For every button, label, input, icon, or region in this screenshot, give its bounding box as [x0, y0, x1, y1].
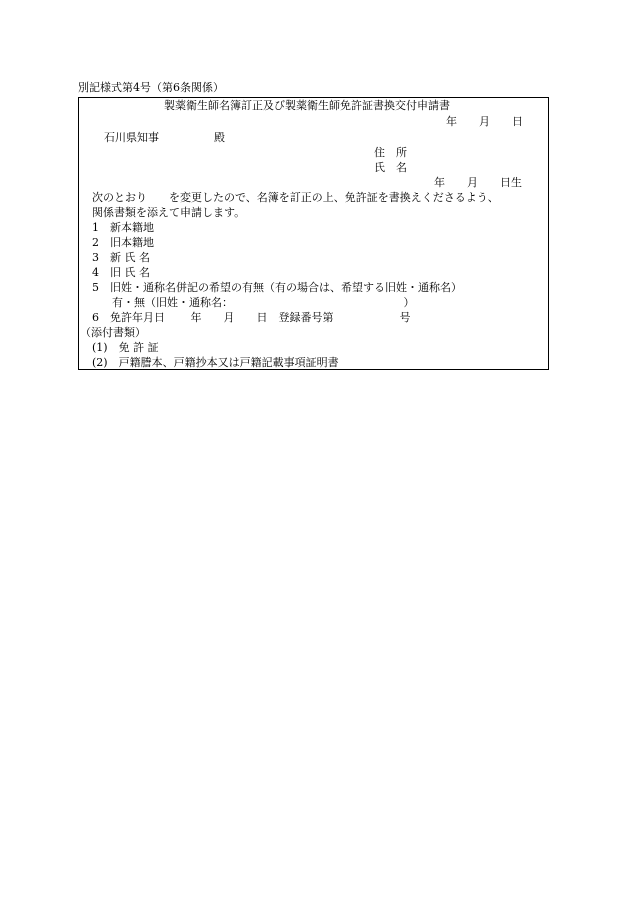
- attachment-family-register: (2) 戸籍謄本、戸籍抄本又は戸籍記載事項証明書: [92, 356, 339, 369]
- addressee: 石川県知事 殿: [104, 131, 225, 144]
- date-line: 年 月 日: [446, 115, 523, 128]
- form-number-label: 別記様式第4号（第6条関係）: [78, 81, 224, 94]
- attachment-license: (1) 免 許 証: [92, 341, 159, 354]
- item-license-date-registration: 6 免許年月日 年 月 日 登録番号第 号: [92, 311, 411, 324]
- form-title: 製薬衛生師名簿訂正及び製薬衛生師免許証書換交付申請書: [164, 99, 450, 112]
- item-old-domicile: 2 旧本籍地: [92, 236, 154, 249]
- attachments-heading: （添付書類）: [80, 326, 146, 339]
- name-label: 氏 名: [374, 161, 407, 174]
- item-old-name: 4 旧 氏 名: [92, 266, 150, 279]
- item-former-name-request: 5 旧姓・通称名併記の希望の有無（有の場合は、希望する旧姓・通称名）: [92, 281, 462, 294]
- address-label: 住 所: [374, 146, 407, 159]
- item-new-domicile: 1 新本籍地: [92, 221, 154, 234]
- body-text-line-1: 次のとおり を変更したので、名簿を訂正の上、免許証を書換えくださるよう、: [92, 191, 499, 204]
- item-former-name-choice: 有・無（旧姓・通称名： ）: [112, 296, 415, 309]
- birth-date-line: 年 月 日生: [434, 176, 522, 189]
- item-new-name: 3 新 氏 名: [92, 251, 150, 264]
- body-text-line-2: 関係書類を添えて申請します。: [92, 206, 246, 219]
